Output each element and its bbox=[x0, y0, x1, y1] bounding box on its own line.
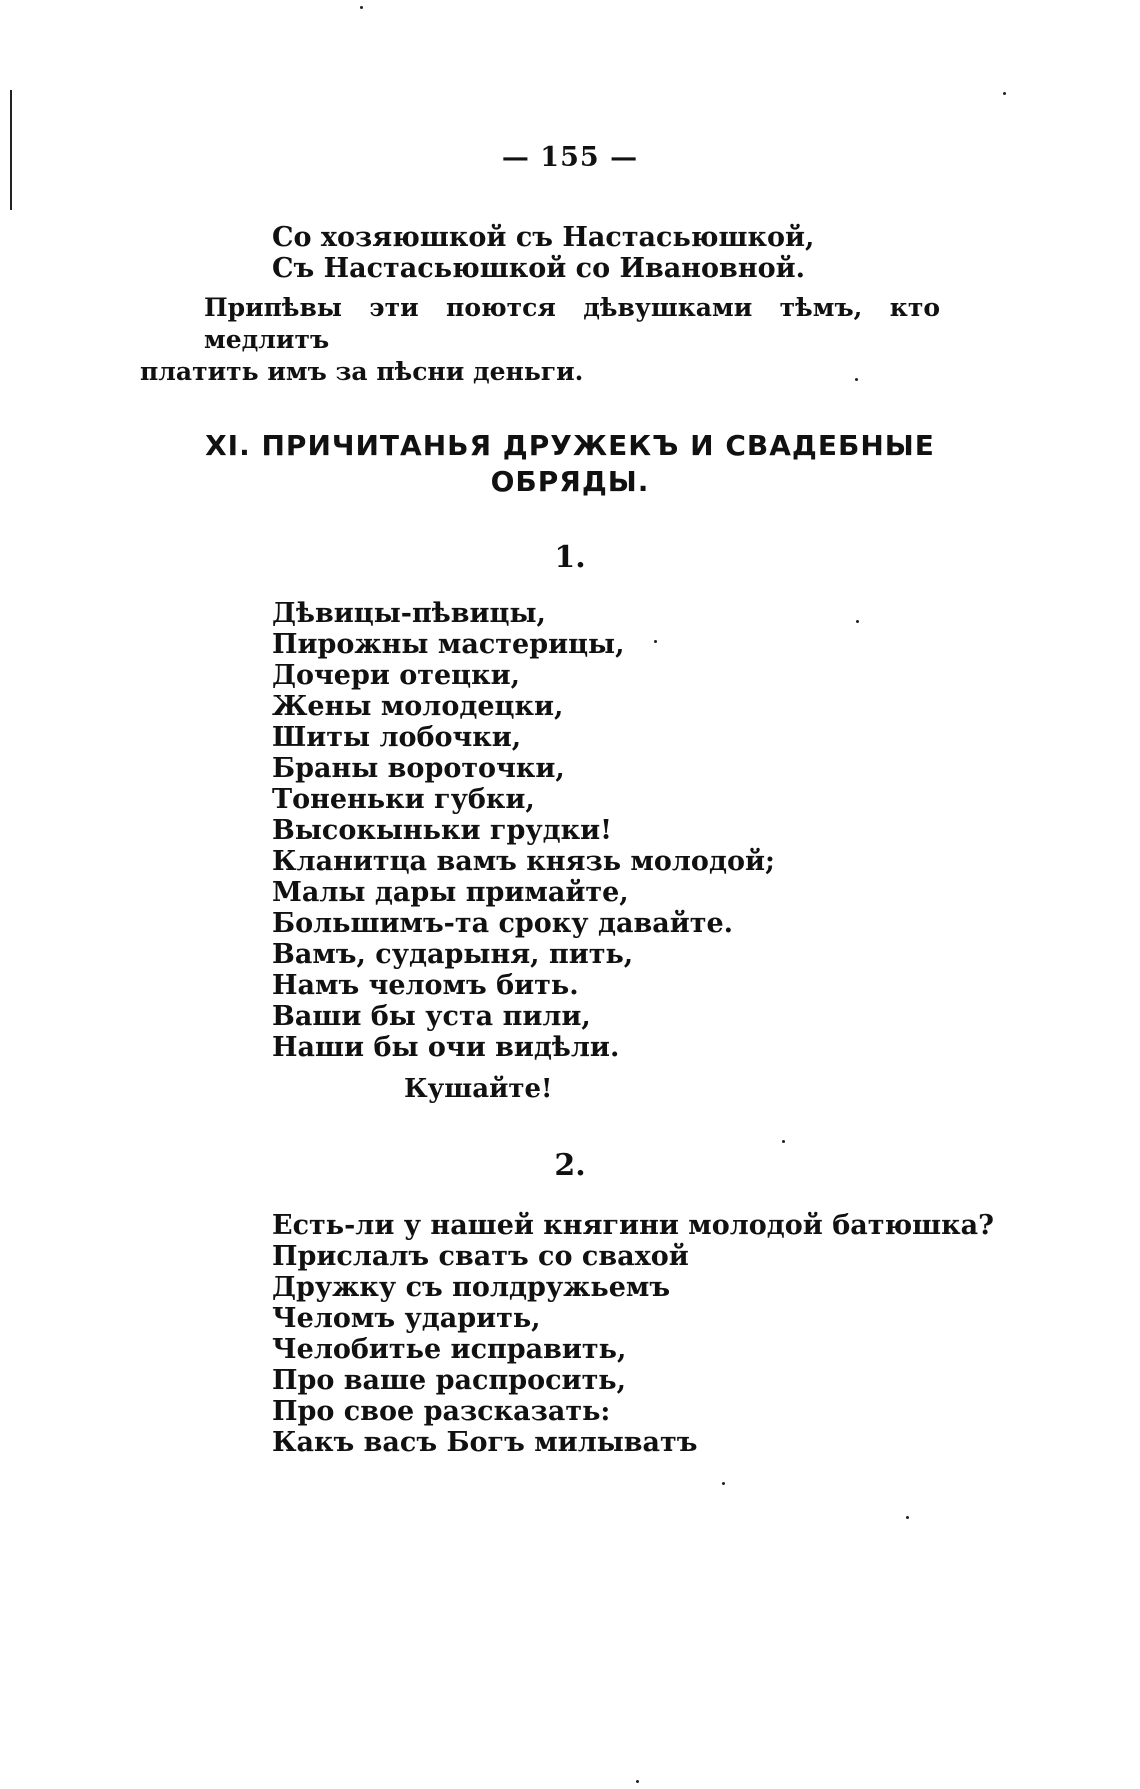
verse-line: Челобитье исправить, bbox=[272, 1334, 627, 1365]
poem-1-closing: Кушайте! bbox=[404, 1074, 553, 1104]
verse-line: Дѣвицы-пѣвицы, bbox=[272, 598, 546, 629]
speck bbox=[722, 1482, 725, 1485]
speck bbox=[1003, 92, 1006, 95]
verse-line: Вамъ, сударыня, пить, bbox=[272, 939, 634, 970]
chapter-heading-line-2: ОБРЯДЫ. bbox=[490, 465, 650, 498]
note-line-2: платить имъ за пѣсни деньги. bbox=[140, 357, 584, 386]
verse-line: Какъ васъ Богъ милыватъ bbox=[272, 1427, 698, 1458]
verse-line: Большимъ-та сроку давайте. bbox=[272, 908, 734, 939]
section-number-1: 1. bbox=[554, 540, 586, 575]
page-number: — 155 — bbox=[501, 142, 639, 173]
speck bbox=[360, 6, 363, 9]
speck bbox=[906, 1516, 909, 1519]
verse-line: Наши бы очи видѣли. bbox=[272, 1032, 620, 1063]
chapter-heading-line-1: XI. ПРИЧИТАНЬЯ ДРУЖЕКЪ И СВАДЕБНЫЕ bbox=[205, 429, 935, 462]
verse-line: Браны вороточки, bbox=[272, 753, 565, 784]
verse-line: Со хозяюшкой съ Настасьюшкой, bbox=[272, 222, 815, 253]
verse-line: Ваши бы уста пили, bbox=[272, 1001, 591, 1032]
verse-line: Съ Настасьюшкой со Ивановной. bbox=[272, 253, 806, 284]
verse-line: Жены молодецки, bbox=[272, 691, 564, 722]
speck bbox=[782, 1140, 785, 1143]
poem-1 bbox=[272, 598, 775, 1063]
verse-line: Челомъ ударить, bbox=[272, 1303, 541, 1334]
verse-line: Дочери отецки, bbox=[272, 660, 521, 691]
verse-line: Шиты лобочки, bbox=[272, 722, 522, 753]
verse-line: Есть-ли у нашей княгини молодой батюшка? bbox=[272, 1210, 994, 1241]
verse-line: Малы дары примайте, bbox=[272, 877, 629, 908]
verse-line: Пирожны мастерицы, bbox=[272, 629, 625, 660]
verse-line: Высокыньки грудки! bbox=[272, 815, 612, 846]
verse-line: Кланитца вамъ князь молодой; bbox=[272, 846, 775, 877]
speck bbox=[856, 620, 859, 623]
verse-line: Намъ челомъ бить. bbox=[272, 970, 579, 1001]
verse-line: Дружку съ полдружьемъ bbox=[272, 1272, 671, 1303]
speck bbox=[636, 1780, 639, 1783]
poem-2 bbox=[272, 1210, 994, 1458]
intro-verse bbox=[272, 222, 814, 284]
note-line-1: Припѣвы эти поются дѣвушками тѣмъ, кто медлитъ bbox=[204, 293, 940, 354]
explanatory-note bbox=[140, 292, 940, 388]
verse-line: Про свое разсказать: bbox=[272, 1396, 611, 1427]
section-number-2: 2. bbox=[554, 1148, 586, 1183]
verse-line: Про ваше распросить, bbox=[272, 1365, 627, 1396]
verse-line: Прислалъ сватъ со свахой bbox=[272, 1241, 689, 1272]
verse-line: Тоненьки губки, bbox=[272, 784, 535, 815]
chapter-heading bbox=[0, 428, 1140, 500]
